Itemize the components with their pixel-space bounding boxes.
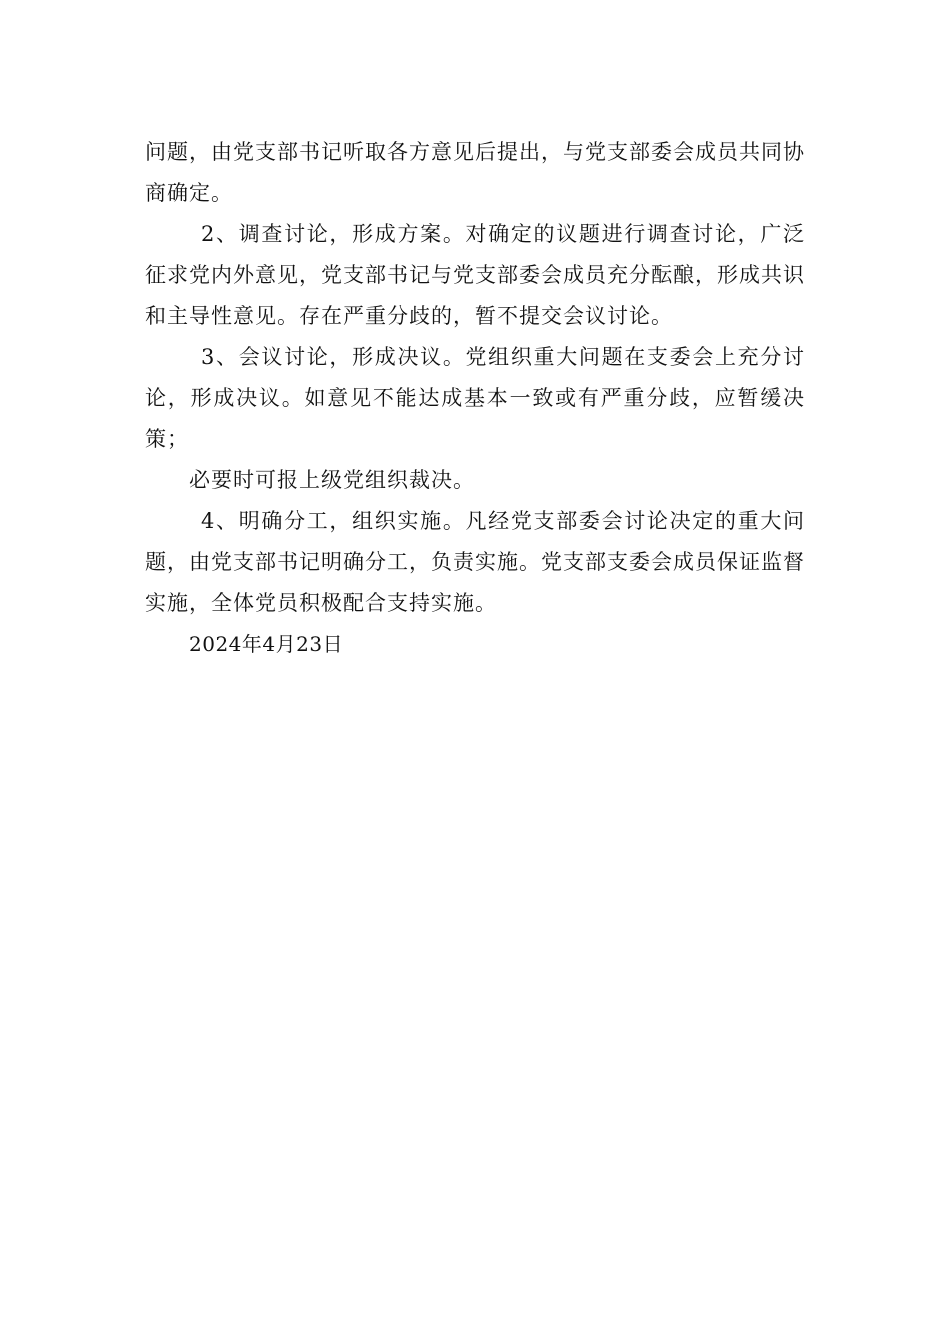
- paragraph-step-3-note: 必要时可报上级党组织裁决。: [189, 468, 475, 492]
- paragraph-step-2: 2、调查讨论，形成方案。对确定的议题进行调查讨论，广泛征求党内外意见，党支部书记与党支部委会成员充分酝酿，形成共识和主导性意见。存在严重分歧的，暂不提交会议讨论。: [145, 222, 805, 328]
- paragraph-continuation: 问题，由党支部书记听取各方意见后提出，与党支部委会成员共同协商确定。: [145, 140, 805, 205]
- document-body: [145, 132, 805, 665]
- paragraph-step-4: 4、明确分工，组织实施。凡经党支部委会讨论决定的重大问题，由党支部书记明确分工，负责实施。党支部支委会成员保证监督实施，全体党员积极配合支持实施。: [145, 509, 805, 615]
- document-date: 2024年4月23日: [189, 632, 344, 656]
- paragraph-step-3: 3、会议讨论，形成决议。党组织重大问题在支委会上充分讨论，形成决议。如意见不能达成基本一致或有严重分歧，应暂缓决策；: [145, 345, 805, 451]
